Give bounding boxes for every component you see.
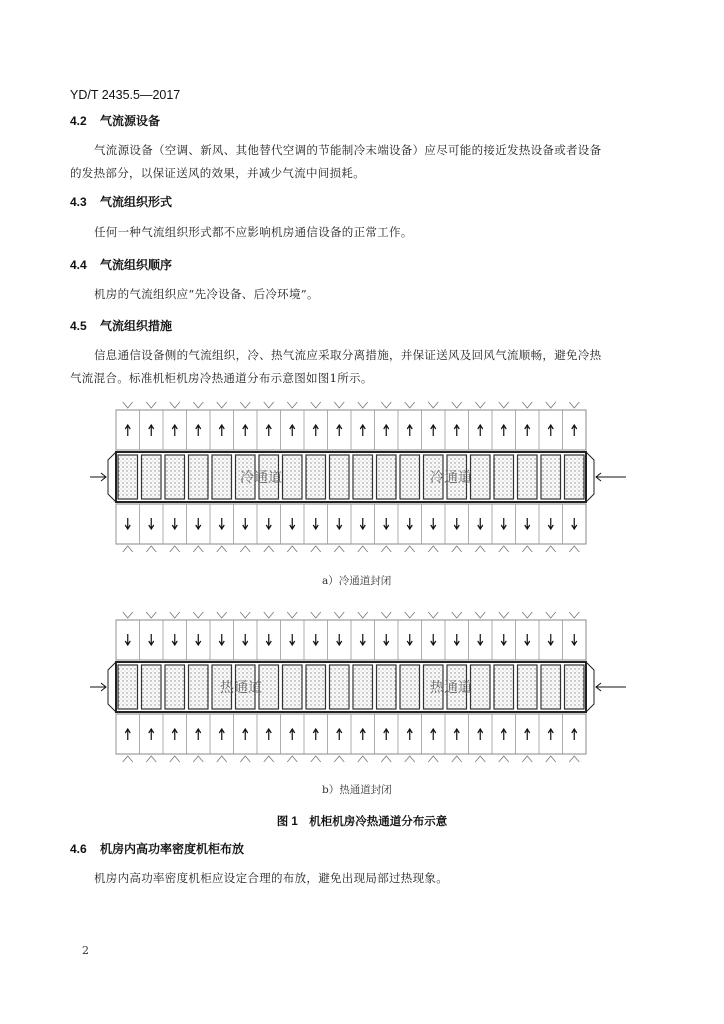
aisle-label-right: 热通道	[430, 680, 472, 696]
section-heading-4-6: 4.6 机房内高功率密度机柜布放	[70, 842, 245, 856]
aisle-grille-panel	[283, 665, 303, 709]
end-door-left	[108, 452, 116, 502]
vent-mark	[193, 546, 203, 552]
aisle-grille-panel	[353, 455, 373, 499]
vent-mark	[358, 612, 368, 618]
section-4-4-paragraph: 机房的气流组织应“先冷设备、后冷环境”。	[94, 287, 319, 301]
aisle-grille-panel	[330, 665, 350, 709]
figure-b-hot-aisle-diagram	[90, 608, 630, 773]
vent-mark	[569, 546, 579, 552]
vent-mark	[193, 756, 203, 762]
vent-mark	[522, 402, 532, 408]
vent-mark	[311, 402, 321, 408]
vent-mark	[287, 756, 297, 762]
vent-mark	[217, 546, 227, 552]
section-4-2-line-2: 的发热部分，以保证送风的效果，并减少气流中间损耗。	[70, 166, 365, 180]
aisle-grille-panel	[353, 665, 373, 709]
aisle-label-left: 热通道	[220, 680, 262, 696]
vent-mark	[170, 756, 180, 762]
enclosed-aisle	[116, 662, 586, 712]
vent-mark	[381, 546, 391, 552]
vent-mark	[358, 546, 368, 552]
vent-mark	[123, 402, 133, 408]
vent-mark	[546, 756, 556, 762]
vent-mark	[193, 612, 203, 618]
vent-mark	[546, 546, 556, 552]
vent-mark	[499, 546, 509, 552]
vent-mark	[170, 402, 180, 408]
end-door-right	[586, 662, 594, 712]
end-door-left	[108, 662, 116, 712]
vent-mark	[428, 402, 438, 408]
vent-mark	[264, 612, 274, 618]
vent-mark	[522, 546, 532, 552]
standard-code: YD/T 2435.5—2017	[70, 88, 181, 102]
vent-mark	[405, 756, 415, 762]
vent-mark	[546, 612, 556, 618]
figure-title: 图 1 机柜机房冷热通道分布示意	[276, 816, 448, 828]
aisle-grille-panel	[565, 455, 585, 499]
arrow-left-icon	[596, 473, 626, 481]
vent-mark	[358, 402, 368, 408]
aisle-grille-panel	[541, 455, 561, 499]
vent-mark	[146, 756, 156, 762]
aisle-grille-panel	[494, 455, 514, 499]
vent-mark	[499, 402, 509, 408]
vent-mark	[475, 756, 485, 762]
arrow-right-icon	[90, 473, 106, 481]
vent-mark	[264, 756, 274, 762]
vent-mark	[170, 546, 180, 552]
vent-mark	[428, 546, 438, 552]
vent-mark	[334, 756, 344, 762]
aisle-grille-panel	[165, 455, 185, 499]
section-4-2-line-1: 气流源设备（空调、新风、其他替代空调的节能制冷末端设备）应尽可能的接近发热设备或者设备	[94, 143, 602, 157]
vent-mark	[287, 612, 297, 618]
vent-mark	[217, 612, 227, 618]
arrow-right-icon	[90, 683, 106, 691]
enclosed-aisle	[116, 452, 586, 502]
vent-mark	[569, 756, 579, 762]
vent-mark	[499, 612, 509, 618]
section-4-3-paragraph: 任何一种气流组织形式都不应影响机房通信设备的正常工作。	[94, 225, 413, 239]
aisle-label-right: 冷通道	[430, 470, 472, 486]
vent-mark	[123, 546, 133, 552]
section-4-2-paragraph	[70, 139, 655, 185]
aisle-grille-panel	[541, 665, 561, 709]
figure-a-caption: a）冷通道封闭	[322, 575, 392, 587]
vent-mark	[334, 546, 344, 552]
vent-mark	[264, 402, 274, 408]
page-number: 2	[82, 944, 89, 957]
vent-mark	[405, 546, 415, 552]
aisle-grille-panel	[118, 665, 138, 709]
vent-mark	[475, 402, 485, 408]
vent-mark	[240, 612, 250, 618]
vent-mark	[334, 612, 344, 618]
section-4-5-paragraph	[70, 344, 655, 390]
vent-mark	[405, 402, 415, 408]
vent-mark	[428, 756, 438, 762]
vent-mark	[522, 612, 532, 618]
vent-mark	[381, 756, 391, 762]
vent-mark	[452, 402, 462, 408]
vent-mark	[240, 402, 250, 408]
vent-mark	[546, 402, 556, 408]
section-4-5-line-2: 气流混合。标准机柜机房冷热通道分布示意图如图1所示。	[70, 371, 373, 385]
vent-mark	[311, 546, 321, 552]
aisle-grille-panel	[212, 455, 232, 499]
vent-mark	[522, 756, 532, 762]
aisle-grille-panel	[165, 665, 185, 709]
aisle-label-left: 冷通道	[240, 470, 282, 486]
aisle-grille-panel	[189, 665, 209, 709]
section-4-6-paragraph: 机房内高功率密度机柜应设定合理的布放，避免出现局部过热现象。	[94, 871, 448, 885]
vent-mark	[217, 756, 227, 762]
aisle-grille-panel	[283, 455, 303, 499]
vent-mark	[123, 756, 133, 762]
vent-mark	[358, 756, 368, 762]
vent-mark	[193, 402, 203, 408]
aisle-grille-panel	[565, 665, 585, 709]
vent-mark	[287, 546, 297, 552]
vent-mark	[499, 756, 509, 762]
end-door-right	[586, 452, 594, 502]
vent-mark	[569, 402, 579, 408]
section-heading-4-4: 4.4 气流组织顺序	[70, 258, 173, 272]
section-heading-4-3: 4.3 气流组织形式	[70, 195, 173, 209]
vent-mark	[287, 402, 297, 408]
vent-mark	[381, 612, 391, 618]
figure-a-cold-aisle-diagram	[90, 398, 630, 558]
aisle-grille-panel	[518, 455, 538, 499]
vent-mark	[264, 546, 274, 552]
arrow-left-icon	[596, 683, 626, 691]
aisle-grille-panel	[306, 665, 326, 709]
vent-mark	[240, 756, 250, 762]
vent-mark	[452, 756, 462, 762]
aisle-grille-panel	[189, 455, 209, 499]
vent-mark	[475, 612, 485, 618]
vent-mark	[334, 402, 344, 408]
section-heading-4-2: 4.2 气流源设备	[70, 114, 161, 128]
vent-mark	[146, 612, 156, 618]
aisle-grille-panel	[471, 455, 491, 499]
aisle-grille-panel	[142, 455, 162, 499]
vent-mark	[240, 546, 250, 552]
section-heading-4-5: 4.5 气流组织措施	[70, 319, 173, 333]
section-4-5-line-1: 信息通信设备侧的气流组织，冷、热气流应采取分离措施，并保证送风及回风气流顺畅，避免冷热	[94, 348, 602, 362]
vent-mark	[475, 546, 485, 552]
vent-mark	[381, 402, 391, 408]
vent-mark	[452, 612, 462, 618]
vent-mark	[569, 612, 579, 618]
aisle-grille-panel	[306, 455, 326, 499]
aisle-grille-panel	[330, 455, 350, 499]
aisle-grille-panel	[142, 665, 162, 709]
vent-mark	[428, 612, 438, 618]
vent-mark	[452, 546, 462, 552]
vent-mark	[146, 546, 156, 552]
vent-mark	[405, 612, 415, 618]
aisle-grille-panel	[494, 665, 514, 709]
vent-mark	[311, 612, 321, 618]
vent-mark	[311, 756, 321, 762]
vent-mark	[217, 402, 227, 408]
aisle-grille-panel	[518, 665, 538, 709]
vent-mark	[146, 402, 156, 408]
aisle-grille-panel	[400, 455, 420, 499]
aisle-grille-panel	[400, 665, 420, 709]
vent-mark	[170, 612, 180, 618]
aisle-grille-panel	[377, 455, 397, 499]
aisle-grille-panel	[471, 665, 491, 709]
aisle-grille-panel	[118, 455, 138, 499]
figure-b-caption: b）热通道封闭	[322, 784, 392, 796]
aisle-grille-panel	[377, 665, 397, 709]
vent-mark	[123, 612, 133, 618]
